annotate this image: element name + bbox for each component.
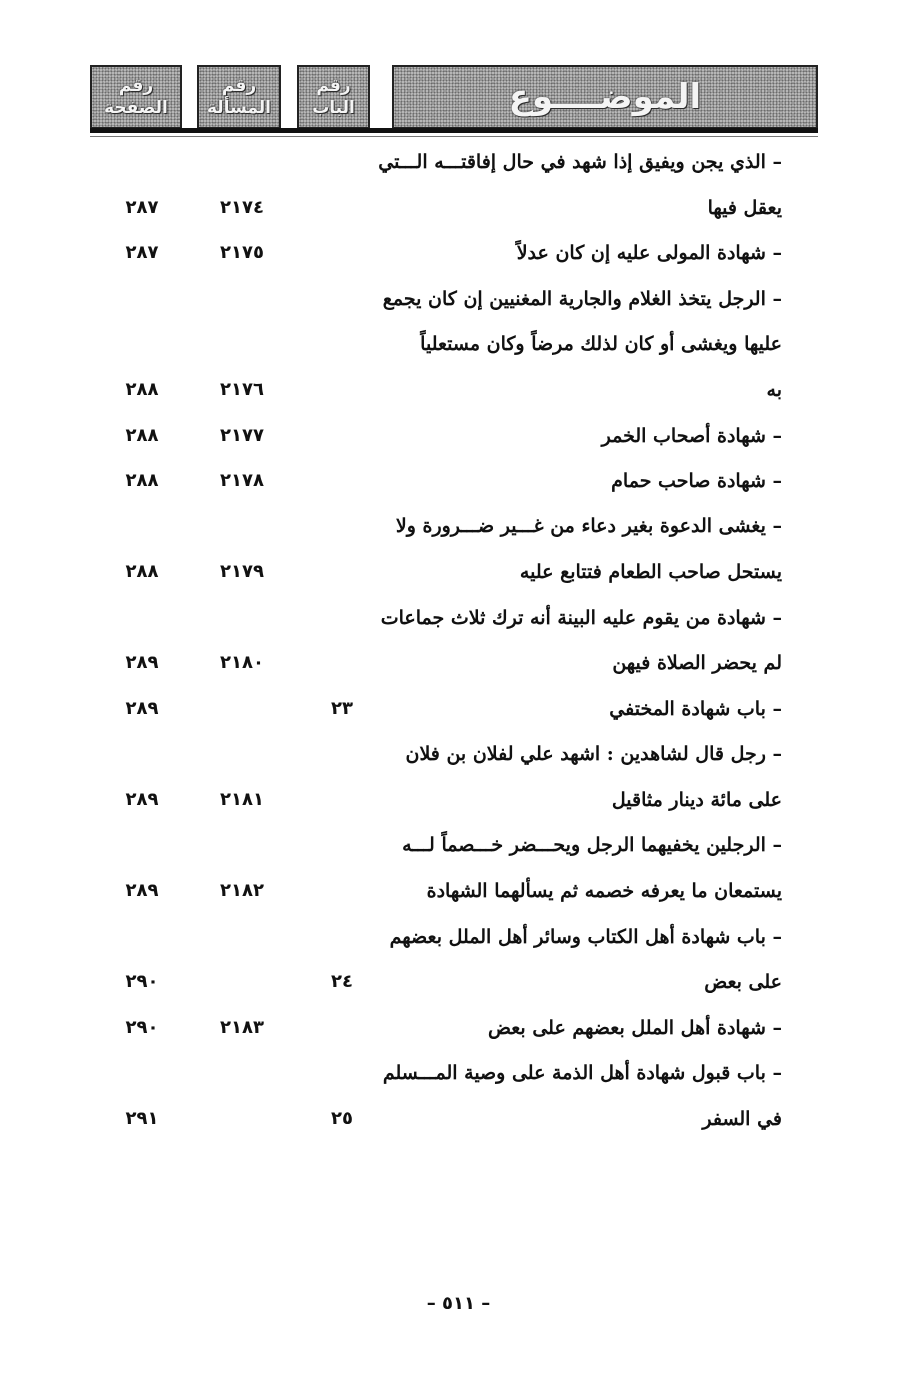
page-number-footer: – ٥١١ – (426, 1293, 491, 1314)
issue-number: ٢١٧٥ (220, 242, 264, 263)
entry-text: – شهادة أهل الملل بعضهم على بعض (487, 1017, 782, 1039)
entry-text: يستحل صاحب الطعام فتتابع عليه (519, 561, 782, 583)
entry-text: – الرجل يتخذ الغلام والجارية المغنيين إن كان يجمع (382, 288, 782, 310)
entry-text: – الذي يجن ويفيق إذا شهد في حال إفاقتـــه الـــتي (378, 151, 782, 173)
page-number: ٢٨٩ (125, 698, 159, 719)
issue-number: ٢١٧٩ (220, 561, 264, 582)
page-header-label-1: رقم (118, 76, 154, 96)
page-number: ٢٨٧ (125, 197, 159, 218)
entry-text: – باب شهادة أهل الكتاب وسائر أهل الملل بعضهم (389, 926, 782, 948)
entry-text: – الرجلين يخفيهما الرجل ويحـــضر خـــصماً لـــه (402, 834, 782, 856)
chapter-number: ٢٣ (331, 698, 353, 719)
entry-text: على مائة دينار مثاقيل (611, 789, 782, 811)
entry-text: – رجل قال لشاهدين : اشهد علي لفلان بن فلان (405, 743, 782, 765)
issue-number: ٢١٧٦ (220, 379, 264, 400)
issue-number: ٢١٨٠ (220, 652, 264, 673)
issue-number: ٢١٨٣ (220, 1017, 264, 1038)
entry-text: – شهادة أصحاب الخمر (601, 425, 782, 447)
entry-text: – شهادة من يقوم عليه البينة أنه ترك ثلاث جماعات (380, 607, 782, 629)
issue-number: ٢١٧٧ (220, 425, 264, 446)
issue-header-label-2: المسألة (207, 98, 271, 118)
topic-header-label: الموضــــوع (508, 77, 702, 117)
entry-text: على بعض (704, 971, 782, 993)
entry-text: لم يحضر الصلاة فيهن (612, 652, 782, 674)
page-number: ٢٨٨ (125, 425, 159, 446)
issue-number: ٢١٨١ (220, 789, 264, 810)
page-number: ٢٨٨ (125, 379, 159, 400)
issue-number: ٢١٧٨ (220, 470, 264, 491)
chapter-number: ٢٥ (331, 1108, 353, 1129)
entry-text: – شهادة المولى عليه إن كان عدلاً (516, 242, 782, 264)
entry-text: – يغشى الدعوة بغير دعاء من غـــير ضـــرورة ولا (395, 515, 782, 537)
page-number: ٢٨٧ (125, 242, 159, 263)
entry-text: – باب شهادة المختفي (609, 698, 782, 720)
entry-text: به (766, 379, 782, 401)
entry-text: عليها ويغشى أو كان لذلك مرضاً وكان مستعلياً (420, 333, 782, 355)
entry-text: يستمعان ما يعرفه خصمه ثم يسألهما الشهادة (426, 880, 782, 902)
entry-text: يعقل فيها (707, 197, 782, 219)
page-number: ٢٨٩ (125, 789, 159, 810)
entry-text: – باب قبول شهادة أهل الذمة على وصية المـــسلم (382, 1062, 782, 1084)
page-number: ٢٩٠ (125, 1017, 159, 1038)
page-number: ٢٨٨ (125, 470, 159, 491)
issue-number: ٢١٨٢ (220, 880, 264, 901)
chapter-header-label-2: الباب (312, 98, 355, 118)
page-number: ٢٨٩ (125, 652, 159, 673)
page-number: ٢٩١ (125, 1108, 159, 1129)
entry-text: في السفر (702, 1108, 782, 1130)
page-number: ٢٩٠ (125, 971, 159, 992)
issue-number: ٢١٧٤ (220, 197, 264, 218)
page-number: ٢٨٩ (125, 880, 159, 901)
issue-header-label-1: رقم (221, 76, 257, 96)
page-number: ٢٨٨ (125, 561, 159, 582)
page-header-label-2: الصفحة (104, 98, 168, 118)
chapter-header-label-1: رقم (316, 76, 351, 96)
chapter-number: ٢٤ (331, 971, 353, 992)
entry-text: – شهادة صاحب حمام (611, 470, 782, 492)
